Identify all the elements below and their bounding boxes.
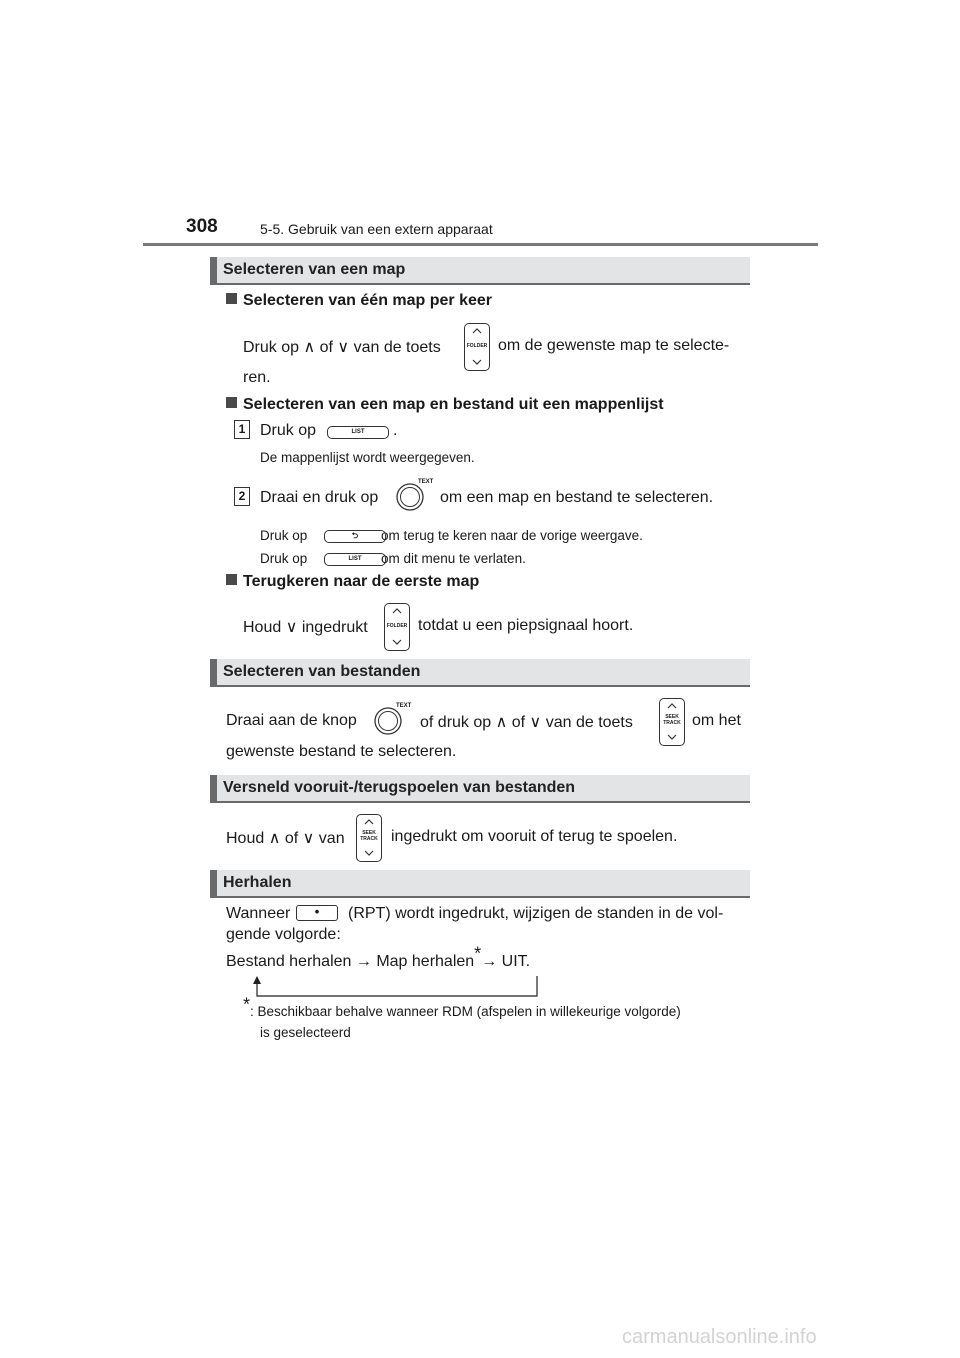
seek-track-button-icon: SEEK TRACK: [659, 698, 685, 746]
list-button-icon: LIST: [324, 553, 386, 566]
text: Draai aan de knop: [226, 712, 357, 729]
text: .: [393, 422, 398, 439]
folder-button-icon: FOLDER: [384, 603, 410, 651]
note: Druk op: [260, 551, 308, 566]
footnote: *: Beschikbaar behalve wanneer RDM (afspelen in willekeurige volgorde): [243, 994, 681, 1019]
text: Wanneer: [226, 905, 291, 922]
back-button-icon: ⮌: [324, 530, 386, 543]
text: Druk op ∧ of ∨ van de toets: [243, 339, 441, 356]
footnote-continued: is geselecteerd: [260, 1025, 351, 1040]
folder-button-icon: FOLDER: [464, 323, 490, 371]
note: om dit menu te verlaten.: [381, 551, 526, 566]
step-number: 2: [234, 487, 250, 506]
subheading-folder-list: Selecteren van een map en bestand uit een mappenlijst: [226, 396, 664, 414]
note: om terug te keren naar de vorige weergave.: [381, 528, 643, 543]
section-header-fast-forward: Versneld vooruit-/terugspoelen van bestanden: [210, 775, 750, 803]
text: ingedrukt om vooruit of terug te spoelen.: [391, 828, 678, 845]
text: ren.: [243, 369, 271, 386]
chapter-title: 5-5. Gebruik van een extern apparaat: [260, 221, 493, 237]
text: om het: [692, 712, 741, 729]
rpt-button-icon: •: [296, 905, 338, 921]
text: om een map en bestand te selecteren.: [440, 489, 714, 506]
text-knob-icon: TEXT: [395, 482, 425, 512]
section-header-select-files: Selecteren van bestanden: [210, 659, 750, 687]
text: Houd ∧ of ∨ van: [226, 830, 345, 847]
note: Druk op: [260, 528, 308, 543]
text: gende volgorde:: [226, 926, 341, 943]
text: Draai en druk op: [260, 489, 379, 506]
section-header-repeat: Herhalen: [210, 870, 750, 898]
watermark: carmanualsonline.info: [622, 1326, 817, 1348]
text: gewenste bestand te selecteren.: [226, 743, 457, 760]
text-knob-icon: TEXT: [373, 706, 403, 736]
subheading-one-folder: Selecteren van één map per keer: [226, 292, 492, 310]
subheading-first-folder: Terugkeren naar de eerste map: [226, 573, 479, 591]
text: Druk op: [260, 422, 317, 439]
sequence-loop-arrow: [250, 975, 542, 999]
text: om de gewenste map te selecte-: [498, 337, 730, 354]
list-button-icon: LIST: [327, 426, 389, 439]
step-number: 1: [234, 420, 250, 439]
text: Houd ∨ ingedrukt: [243, 619, 368, 636]
section-header-select-folder: Selecteren van een map: [210, 257, 750, 285]
seek-track-button-icon: SEEK TRACK: [356, 814, 382, 862]
page-number: 308: [186, 216, 218, 237]
repeat-sequence: Bestand herhalen → Map herhalen*→ UIT.: [226, 943, 531, 970]
text: totdat u een piepsignaal hoort.: [418, 617, 634, 634]
header-rule: [143, 243, 818, 246]
note: De mappenlijst wordt weergegeven.: [260, 450, 475, 465]
text: of druk op ∧ of ∨ van de toets: [420, 714, 633, 731]
text: (RPT) wordt ingedrukt, wijzigen de standen in de vol-: [348, 905, 724, 922]
